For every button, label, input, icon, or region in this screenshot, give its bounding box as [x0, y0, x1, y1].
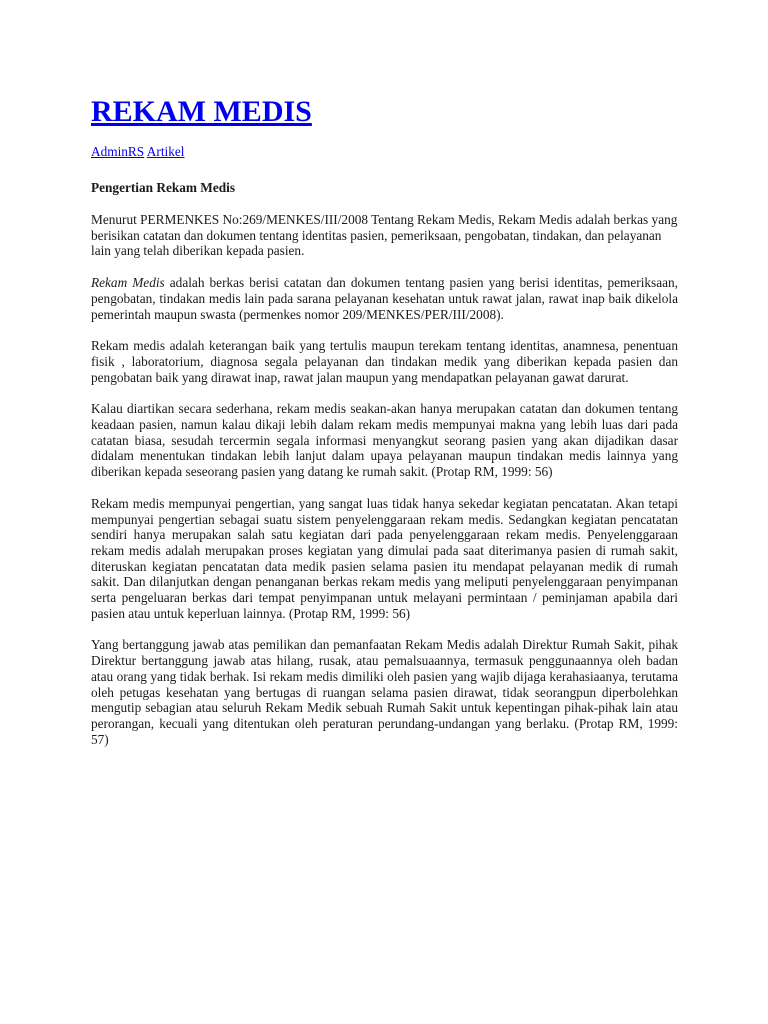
- paragraph-2: [91, 275, 678, 322]
- paragraph-2-text: adalah berkas berisi catatan dan dokumen tentang pasien yang berisi identitas, pemeriksaan, pengobatan, tindakan medis lain pada sarana pelayanan kesehatan untuk rawat jalan, rawat inap baik dikelola pemerintah maupun swasta (permenkes nomor 209/MENKES/PER/III/2008).: [91, 275, 678, 322]
- article-meta: [91, 144, 678, 160]
- paragraph-6: Yang bertanggung jawab atas pemilikan dan pemanfaatan Rekam Medis adalah Direktur Rumah Sakit, pihak Direktur bertanggung jawab atas hilang, rusak, atau pemalsuaannya, termasuk penggunaannya oleh badan atau orang yang tidak berhak. Isi rekam medis dimiliki oleh pasien yang wajib dijaga kerahasiaanya, terutama oleh petugas kesehatan yang bertugas di ruangan selama pasien dirawat, tidak seorangpun diperbolehkan mengutip sebagian atau seluruh Rekam Medik sebuah Rumah Sakit untuk kepentingan pihak-pihak lain atau perorangan, kecuali yang ditentukan oleh peraturan perundang-undangan yang berlaku. (Protap RM, 1999: 57): [91, 637, 678, 747]
- paragraph-3: Rekam medis adalah keterangan baik yang tertulis maupun terekam tentang identitas, anamnesa, penentuan fisik , laboratorium, diagnosa segala pelayanan dan tindakan medik yang diberikan kepada pasien dan pengobatan baik yang dirawat inap, rawat jalan maupun yang mendapatkan pelayanan gawat darurat.: [91, 338, 678, 385]
- category-link[interactable]: Artikel: [146, 144, 185, 159]
- paragraph-4: Kalau diartikan secara sederhana, rekam medis seakan-akan hanya merupakan catatan dan dokumen tentang keadaan pasien, namun kalau dikaji lebih dalam rekam medis mempunyai makna yang lebih luas dari pada catatan biasa, sesudah tercermin segala informasi menyangkut seorang pasien yang akan dijadikan dasar didalam menentukan tindakan lebih lanjut dalam upaya pelayanan maupun tindakan medis lainnya yang diberikan kepada seseorang pasien yang datang ke rumah sakit. (Protap RM, 1999: 56): [91, 401, 678, 480]
- paragraph-5: Rekam medis mempunyai pengertian, yang sangat luas tidak hanya sekedar kegiatan pencatatan. Akan tetapi mempunyai pengertian sebagai suatu sistem penyelenggaraan rekam medis. Sedangkan kegiatan pencatatan sendiri hanya merupakan salah satu kegiatan dari pada penyelenggaraan rekam medis. Penyelenggaraan rekam medis adalah merupakan proses kegiatan yang dimulai pada saat diterimanya pasien di rumah sakit, diteruskan kegiatan pencatatan data medik pasien selama pasien itu mendapat pelayanan medik di rumah sakit. Dan dilanjutkan dengan penanganan berkas rekam medis yang meliputi penyelenggaraan penyimpanan serta pengeluaran berkas dari tempat penyimpanan untuk melayani permintaan / peminjaman apabila dari pasien atau untuk keperluan lainnya. (Protap RM, 1999: 56): [91, 495, 678, 621]
- paragraph-2-emphasis: Rekam Medis: [91, 275, 165, 291]
- article-title-link[interactable]: REKAM MEDIS: [91, 95, 312, 128]
- paragraph-1: Menurut PERMENKES No:269/MENKES/III/2008 Tentang Rekam Medis, Rekam Medis adalah berkas yang berisikan catatan dan dokumen tentang identitas pasien, pemeriksaan, pengobatan, tindakan, dan pelayanan lain yang telah diberikan kepada pasien.: [91, 212, 678, 259]
- author-link[interactable]: AdminRS: [91, 144, 145, 159]
- article: [91, 94, 678, 763]
- section-heading: Pengertian Rekam Medis: [91, 180, 236, 195]
